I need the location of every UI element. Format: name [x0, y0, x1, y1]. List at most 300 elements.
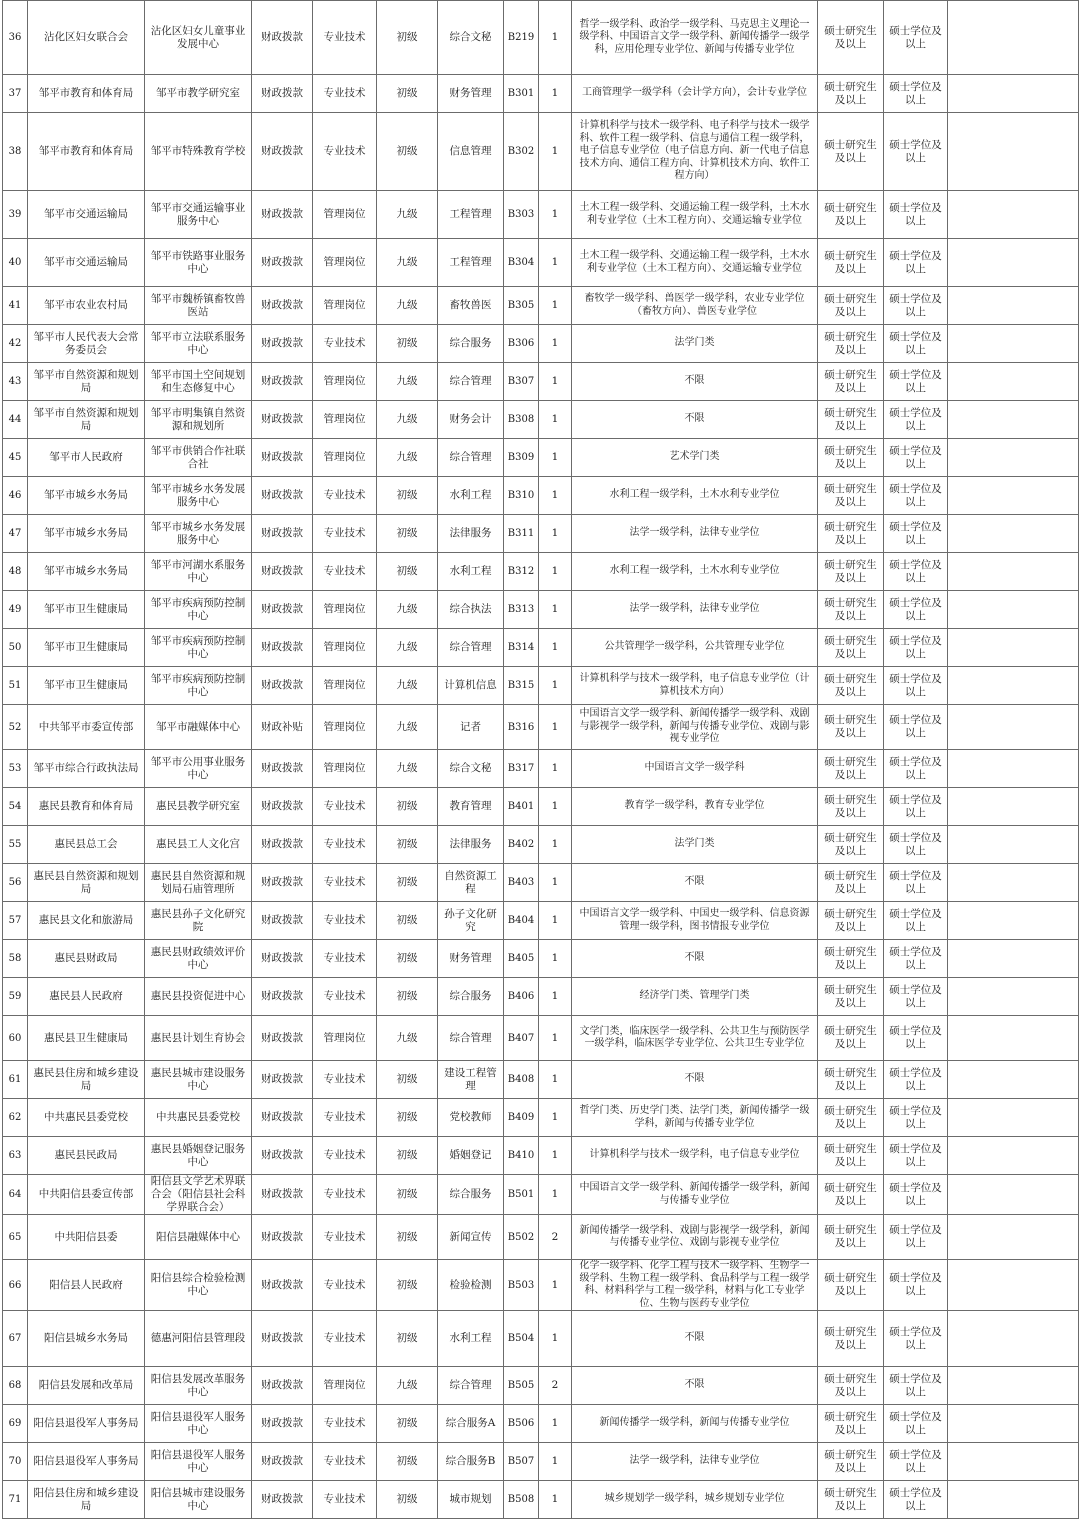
funding-cell: 财政补贴	[252, 705, 313, 750]
education-cell: 硕士研究生及以上	[818, 515, 884, 553]
degree-cell: 硕士学位及以上	[884, 1016, 948, 1061]
unit-cell: 中共惠民县委党校	[145, 1099, 252, 1137]
major-requirement-cell: 经济学门类、管理学门类	[572, 978, 818, 1016]
department-cell: 惠民县卫生健康局	[28, 1016, 145, 1061]
row-number: 71	[3, 1481, 28, 1519]
funding-cell: 财政拨款	[252, 75, 313, 113]
post-type-cell: 专业技术	[313, 788, 377, 826]
post-code-cell: B305	[504, 287, 539, 325]
degree-cell: 硕士学位及以上	[884, 629, 948, 667]
post-code-cell: B406	[504, 978, 539, 1016]
unit-cell: 邹平市特殊教育学校	[145, 113, 252, 191]
degree-cell: 硕士学位及以上	[884, 1137, 948, 1175]
post-level-cell: 九级	[377, 401, 438, 439]
post-type-cell: 管理岗位	[313, 401, 377, 439]
hire-count-cell: 2	[539, 1367, 572, 1405]
post-code-cell: B313	[504, 591, 539, 629]
positions-table	[2, 0, 1079, 1519]
major-requirement-cell: 中国语言文学一级学科、新闻传播学一级学科、戏剧与影视学一级学科，新闻与传播专业学位、戏剧与影视专业学位	[572, 705, 818, 750]
post-name-cell: 建设工程管理	[438, 1061, 504, 1099]
table-row	[3, 287, 1079, 325]
note-cell	[948, 553, 1079, 591]
table-row	[3, 515, 1079, 553]
post-level-cell: 九级	[377, 667, 438, 705]
education-cell: 硕士研究生及以上	[818, 1215, 884, 1260]
post-code-cell: B504	[504, 1311, 539, 1367]
funding-cell: 财政拨款	[252, 1061, 313, 1099]
hire-count-cell: 1	[539, 667, 572, 705]
post-name-cell: 综合服务	[438, 978, 504, 1016]
degree-cell: 硕士学位及以上	[884, 75, 948, 113]
row-number: 41	[3, 287, 28, 325]
post-name-cell: 婚姻登记	[438, 1137, 504, 1175]
post-type-cell: 专业技术	[313, 1137, 377, 1175]
row-number: 52	[3, 705, 28, 750]
post-level-cell: 初级	[377, 1175, 438, 1215]
row-number: 55	[3, 826, 28, 864]
post-code-cell: B315	[504, 667, 539, 705]
major-requirement-cell: 法学一级学科，法律专业学位	[572, 515, 818, 553]
row-number: 58	[3, 940, 28, 978]
hire-count-cell: 2	[539, 1215, 572, 1260]
note-cell	[948, 401, 1079, 439]
education-cell: 硕士研究生及以上	[818, 113, 884, 191]
table-row	[3, 667, 1079, 705]
post-type-cell: 专业技术	[313, 1260, 377, 1311]
note-cell	[948, 325, 1079, 363]
post-type-cell: 管理岗位	[313, 287, 377, 325]
post-type-cell: 专业技术	[313, 1099, 377, 1137]
major-requirement-cell: 不限	[572, 1061, 818, 1099]
degree-cell: 硕士学位及以上	[884, 1175, 948, 1215]
row-number: 68	[3, 1367, 28, 1405]
note-cell	[948, 191, 1079, 239]
hire-count-cell: 1	[539, 1260, 572, 1311]
post-code-cell: B403	[504, 864, 539, 902]
degree-cell: 硕士学位及以上	[884, 1311, 948, 1367]
department-cell: 邹平市农业农村局	[28, 287, 145, 325]
table-row	[3, 477, 1079, 515]
post-code-cell: B408	[504, 1061, 539, 1099]
department-cell: 邹平市教育和体育局	[28, 113, 145, 191]
post-level-cell: 初级	[377, 1, 438, 75]
education-cell: 硕士研究生及以上	[818, 705, 884, 750]
row-number: 56	[3, 864, 28, 902]
note-cell	[948, 1, 1079, 75]
degree-cell: 硕士学位及以上	[884, 1, 948, 75]
post-name-cell: 计算机信息	[438, 667, 504, 705]
funding-cell: 财政拨款	[252, 477, 313, 515]
post-level-cell: 初级	[377, 553, 438, 591]
education-cell: 硕士研究生及以上	[818, 750, 884, 788]
post-level-cell: 初级	[377, 826, 438, 864]
post-code-cell: B219	[504, 1, 539, 75]
funding-cell: 财政拨款	[252, 1016, 313, 1061]
department-cell: 阳信县退役军人事务局	[28, 1405, 145, 1443]
row-number: 50	[3, 629, 28, 667]
unit-cell: 邹平市城乡水务发展服务中心	[145, 515, 252, 553]
note-cell	[948, 1061, 1079, 1099]
funding-cell: 财政拨款	[252, 1260, 313, 1311]
post-level-cell: 初级	[377, 1061, 438, 1099]
table-row	[3, 75, 1079, 113]
row-number: 47	[3, 515, 28, 553]
row-number: 36	[3, 1, 28, 75]
department-cell: 邹平市自然资源和规划局	[28, 363, 145, 401]
hire-count-cell: 1	[539, 902, 572, 940]
row-number: 70	[3, 1443, 28, 1481]
post-name-cell: 财务会计	[438, 401, 504, 439]
unit-cell: 邹平市铁路事业服务中心	[145, 239, 252, 287]
funding-cell: 财政拨款	[252, 667, 313, 705]
row-number: 64	[3, 1175, 28, 1215]
education-cell: 硕士研究生及以上	[818, 401, 884, 439]
major-requirement-cell: 水利工程一级学科，土木水利专业学位	[572, 477, 818, 515]
post-code-cell: B311	[504, 515, 539, 553]
degree-cell: 硕士学位及以上	[884, 1215, 948, 1260]
note-cell	[948, 864, 1079, 902]
post-type-cell: 专业技术	[313, 325, 377, 363]
post-name-cell: 自然资源工程	[438, 864, 504, 902]
degree-cell: 硕士学位及以上	[884, 113, 948, 191]
major-requirement-cell: 文学门类，临床医学一级学科、公共卫生与预防医学一级学科，临床医学专业学位、公共卫生专业学位	[572, 1016, 818, 1061]
table-row	[3, 1367, 1079, 1405]
funding-cell: 财政拨款	[252, 940, 313, 978]
note-cell	[948, 629, 1079, 667]
department-cell: 中共阳信县委宣传部	[28, 1175, 145, 1215]
post-name-cell: 综合管理	[438, 1016, 504, 1061]
unit-cell: 惠民县财政绩效评价中心	[145, 940, 252, 978]
post-code-cell: B307	[504, 363, 539, 401]
hire-count-cell: 1	[539, 75, 572, 113]
post-code-cell: B409	[504, 1099, 539, 1137]
hire-count-cell: 1	[539, 1137, 572, 1175]
post-type-cell: 专业技术	[313, 1175, 377, 1215]
table-row	[3, 1137, 1079, 1175]
post-level-cell: 初级	[377, 1311, 438, 1367]
funding-cell: 财政拨款	[252, 439, 313, 477]
education-cell: 硕士研究生及以上	[818, 1367, 884, 1405]
note-cell	[948, 750, 1079, 788]
funding-cell: 财政拨款	[252, 1481, 313, 1519]
major-requirement-cell: 艺术学门类	[572, 439, 818, 477]
note-cell	[948, 363, 1079, 401]
note-cell	[948, 1099, 1079, 1137]
post-level-cell: 初级	[377, 1099, 438, 1137]
unit-cell: 邹平市城乡水务发展服务中心	[145, 477, 252, 515]
hire-count-cell: 1	[539, 287, 572, 325]
funding-cell: 财政拨款	[252, 363, 313, 401]
post-level-cell: 初级	[377, 788, 438, 826]
note-cell	[948, 1367, 1079, 1405]
major-requirement-cell: 新闻传播学一级学科，新闻与传播专业学位	[572, 1405, 818, 1443]
hire-count-cell: 1	[539, 1311, 572, 1367]
table-row	[3, 439, 1079, 477]
unit-cell: 邹平市魏桥镇畜牧兽医站	[145, 287, 252, 325]
major-requirement-cell: 中国语言文学一级学科、中国史一级学科、信息资源管理一级学科，图书情报专业学位	[572, 902, 818, 940]
unit-cell: 惠民县自然资源和规划局石庙管理所	[145, 864, 252, 902]
post-name-cell: 记者	[438, 705, 504, 750]
department-cell: 沾化区妇女联合会	[28, 1, 145, 75]
education-cell: 硕士研究生及以上	[818, 788, 884, 826]
department-cell: 阳信县发展和改革局	[28, 1367, 145, 1405]
post-name-cell: 综合服务	[438, 1175, 504, 1215]
hire-count-cell: 1	[539, 1016, 572, 1061]
department-cell: 邹平市交通运输局	[28, 239, 145, 287]
hire-count-cell: 1	[539, 978, 572, 1016]
hire-count-cell: 1	[539, 788, 572, 826]
post-level-cell: 初级	[377, 902, 438, 940]
major-requirement-cell: 哲学一级学科、政治学一级学科、马克思主义理论一级学科、中国语言文学一级学科、新闻传播学一级学科，应用伦理专业学位、新闻与传播专业学位	[572, 1, 818, 75]
education-cell: 硕士研究生及以上	[818, 978, 884, 1016]
funding-cell: 财政拨款	[252, 1099, 313, 1137]
degree-cell: 硕士学位及以上	[884, 750, 948, 788]
education-cell: 硕士研究生及以上	[818, 1175, 884, 1215]
department-cell: 惠民县住房和城乡建设局	[28, 1061, 145, 1099]
post-code-cell: B503	[504, 1260, 539, 1311]
major-requirement-cell: 中国语言文学一级学科、新闻传播学一级学科，新闻与传播专业学位	[572, 1175, 818, 1215]
degree-cell: 硕士学位及以上	[884, 705, 948, 750]
post-code-cell: B310	[504, 477, 539, 515]
row-number: 40	[3, 239, 28, 287]
education-cell: 硕士研究生及以上	[818, 826, 884, 864]
post-type-cell: 管理岗位	[313, 705, 377, 750]
post-code-cell: B507	[504, 1443, 539, 1481]
department-cell: 惠民县教育和体育局	[28, 788, 145, 826]
post-type-cell: 管理岗位	[313, 629, 377, 667]
table-row	[3, 1260, 1079, 1311]
note-cell	[948, 113, 1079, 191]
department-cell: 中共阳信县委	[28, 1215, 145, 1260]
post-code-cell: B301	[504, 75, 539, 113]
major-requirement-cell: 土木工程一级学科、交通运输工程一级学科，土木水利专业学位（土木工程方向）、交通运输专业学位	[572, 191, 818, 239]
unit-cell: 阳信县退役军人服务中心	[145, 1443, 252, 1481]
post-type-cell: 专业技术	[313, 477, 377, 515]
post-name-cell: 综合管理	[438, 629, 504, 667]
row-number: 61	[3, 1061, 28, 1099]
note-cell	[948, 1481, 1079, 1519]
row-number: 49	[3, 591, 28, 629]
post-type-cell: 管理岗位	[313, 591, 377, 629]
degree-cell: 硕士学位及以上	[884, 239, 948, 287]
major-requirement-cell: 法学一级学科，法律专业学位	[572, 1443, 818, 1481]
hire-count-cell: 1	[539, 191, 572, 239]
post-code-cell: B401	[504, 788, 539, 826]
post-type-cell: 专业技术	[313, 978, 377, 1016]
post-name-cell: 畜牧兽医	[438, 287, 504, 325]
education-cell: 硕士研究生及以上	[818, 1260, 884, 1311]
table-row	[3, 750, 1079, 788]
table-body	[3, 1, 1079, 1519]
major-requirement-cell: 土木工程一级学科、交通运输工程一级学科，土木水利专业学位（土木工程方向）、交通运输专业学位	[572, 239, 818, 287]
unit-cell: 阳信县综合检验检测中心	[145, 1260, 252, 1311]
row-number: 37	[3, 75, 28, 113]
note-cell	[948, 1311, 1079, 1367]
note-cell	[948, 1405, 1079, 1443]
major-requirement-cell: 计算机科学与技术一级学科、电子科学与技术一级学科、软件工程一级学科、信息与通信工程一级学科，电子信息专业学位（电子信息方向、新一代电子信息技术方向、通信工程方向、计算机技术方向、软件工程方向）	[572, 113, 818, 191]
note-cell	[948, 978, 1079, 1016]
funding-cell: 财政拨款	[252, 1367, 313, 1405]
note-cell	[948, 239, 1079, 287]
unit-cell: 惠民县教学研究室	[145, 788, 252, 826]
post-code-cell: B404	[504, 902, 539, 940]
department-cell: 惠民县人民政府	[28, 978, 145, 1016]
row-number: 67	[3, 1311, 28, 1367]
education-cell: 硕士研究生及以上	[818, 940, 884, 978]
post-level-cell: 九级	[377, 191, 438, 239]
table-row	[3, 325, 1079, 363]
hire-count-cell: 1	[539, 477, 572, 515]
post-name-cell: 教育管理	[438, 788, 504, 826]
post-level-cell: 初级	[377, 978, 438, 1016]
table-row	[3, 978, 1079, 1016]
table-row	[3, 191, 1079, 239]
major-requirement-cell: 城乡规划学一级学科，城乡规划专业学位	[572, 1481, 818, 1519]
note-cell	[948, 515, 1079, 553]
unit-cell: 邹平市融媒体中心	[145, 705, 252, 750]
unit-cell: 邹平市明集镇自然资源和规划所	[145, 401, 252, 439]
funding-cell: 财政拨款	[252, 864, 313, 902]
post-code-cell: B304	[504, 239, 539, 287]
post-type-cell: 专业技术	[313, 1481, 377, 1519]
table-row	[3, 705, 1079, 750]
funding-cell: 财政拨款	[252, 553, 313, 591]
post-type-cell: 专业技术	[313, 553, 377, 591]
table-row	[3, 1311, 1079, 1367]
note-cell	[948, 1443, 1079, 1481]
degree-cell: 硕士学位及以上	[884, 477, 948, 515]
post-code-cell: B306	[504, 325, 539, 363]
post-level-cell: 九级	[377, 1016, 438, 1061]
post-name-cell: 工程管理	[438, 239, 504, 287]
note-cell	[948, 705, 1079, 750]
table-row	[3, 1481, 1079, 1519]
table-row	[3, 1061, 1079, 1099]
post-level-cell: 九级	[377, 750, 438, 788]
post-level-cell: 九级	[377, 1367, 438, 1405]
education-cell: 硕士研究生及以上	[818, 902, 884, 940]
post-code-cell: B317	[504, 750, 539, 788]
table-row	[3, 363, 1079, 401]
post-level-cell: 初级	[377, 113, 438, 191]
table-row	[3, 788, 1079, 826]
row-number: 66	[3, 1260, 28, 1311]
post-level-cell: 初级	[377, 940, 438, 978]
funding-cell: 财政拨款	[252, 1215, 313, 1260]
education-cell: 硕士研究生及以上	[818, 477, 884, 515]
post-level-cell: 初级	[377, 864, 438, 902]
department-cell: 邹平市人民政府	[28, 439, 145, 477]
hire-count-cell: 1	[539, 750, 572, 788]
post-code-cell: B402	[504, 826, 539, 864]
hire-count-cell: 1	[539, 591, 572, 629]
post-type-cell: 专业技术	[313, 1, 377, 75]
education-cell: 硕士研究生及以上	[818, 239, 884, 287]
unit-cell: 惠民县计划生育协会	[145, 1016, 252, 1061]
unit-cell: 邹平市河湖水系服务中心	[145, 553, 252, 591]
major-requirement-cell: 不限	[572, 864, 818, 902]
table-row	[3, 1215, 1079, 1260]
post-name-cell: 综合管理	[438, 439, 504, 477]
degree-cell: 硕士学位及以上	[884, 515, 948, 553]
degree-cell: 硕士学位及以上	[884, 1061, 948, 1099]
table-row	[3, 864, 1079, 902]
post-code-cell: B312	[504, 553, 539, 591]
education-cell: 硕士研究生及以上	[818, 1099, 884, 1137]
post-type-cell: 专业技术	[313, 1311, 377, 1367]
post-level-cell: 九级	[377, 363, 438, 401]
hire-count-cell: 1	[539, 113, 572, 191]
post-level-cell: 初级	[377, 1481, 438, 1519]
funding-cell: 财政拨款	[252, 401, 313, 439]
major-requirement-cell: 法学门类	[572, 826, 818, 864]
post-code-cell: B303	[504, 191, 539, 239]
row-number: 65	[3, 1215, 28, 1260]
department-cell: 邹平市交通运输局	[28, 191, 145, 239]
degree-cell: 硕士学位及以上	[884, 902, 948, 940]
note-cell	[948, 477, 1079, 515]
department-cell: 惠民县总工会	[28, 826, 145, 864]
degree-cell: 硕士学位及以上	[884, 1443, 948, 1481]
hire-count-cell: 1	[539, 325, 572, 363]
post-level-cell: 初级	[377, 1405, 438, 1443]
row-number: 39	[3, 191, 28, 239]
table-row	[3, 553, 1079, 591]
education-cell: 硕士研究生及以上	[818, 667, 884, 705]
post-type-cell: 管理岗位	[313, 667, 377, 705]
post-name-cell: 综合执法	[438, 591, 504, 629]
post-name-cell: 党校教师	[438, 1099, 504, 1137]
post-type-cell: 管理岗位	[313, 239, 377, 287]
post-code-cell: B502	[504, 1215, 539, 1260]
post-code-cell: B316	[504, 705, 539, 750]
post-name-cell: 综合文秘	[438, 1, 504, 75]
degree-cell: 硕士学位及以上	[884, 363, 948, 401]
degree-cell: 硕士学位及以上	[884, 788, 948, 826]
row-number: 59	[3, 978, 28, 1016]
unit-cell: 德惠河阳信县管理段	[145, 1311, 252, 1367]
funding-cell: 财政拨款	[252, 1137, 313, 1175]
department-cell: 中共邹平市委宣传部	[28, 705, 145, 750]
hire-count-cell: 1	[539, 553, 572, 591]
note-cell	[948, 439, 1079, 477]
post-name-cell: 水利工程	[438, 1311, 504, 1367]
major-requirement-cell: 不限	[572, 940, 818, 978]
education-cell: 硕士研究生及以上	[818, 1443, 884, 1481]
post-type-cell: 专业技术	[313, 940, 377, 978]
funding-cell: 财政拨款	[252, 1405, 313, 1443]
row-number: 51	[3, 667, 28, 705]
department-cell: 邹平市城乡水务局	[28, 477, 145, 515]
education-cell: 硕士研究生及以上	[818, 1016, 884, 1061]
department-cell: 邹平市教育和体育局	[28, 75, 145, 113]
note-cell	[948, 591, 1079, 629]
table-row	[3, 591, 1079, 629]
major-requirement-cell: 工商管理学一级学科（会计学方向），会计专业学位	[572, 75, 818, 113]
post-level-cell: 九级	[377, 705, 438, 750]
post-level-cell: 九级	[377, 439, 438, 477]
row-number: 44	[3, 401, 28, 439]
post-code-cell: B505	[504, 1367, 539, 1405]
unit-cell: 邹平市国土空间规划和生态修复中心	[145, 363, 252, 401]
post-name-cell: 水利工程	[438, 477, 504, 515]
hire-count-cell: 1	[539, 439, 572, 477]
department-cell: 惠民县文化和旅游局	[28, 902, 145, 940]
hire-count-cell: 1	[539, 1405, 572, 1443]
post-name-cell: 法律服务	[438, 515, 504, 553]
education-cell: 硕士研究生及以上	[818, 629, 884, 667]
major-requirement-cell: 法学一级学科，法律专业学位	[572, 591, 818, 629]
